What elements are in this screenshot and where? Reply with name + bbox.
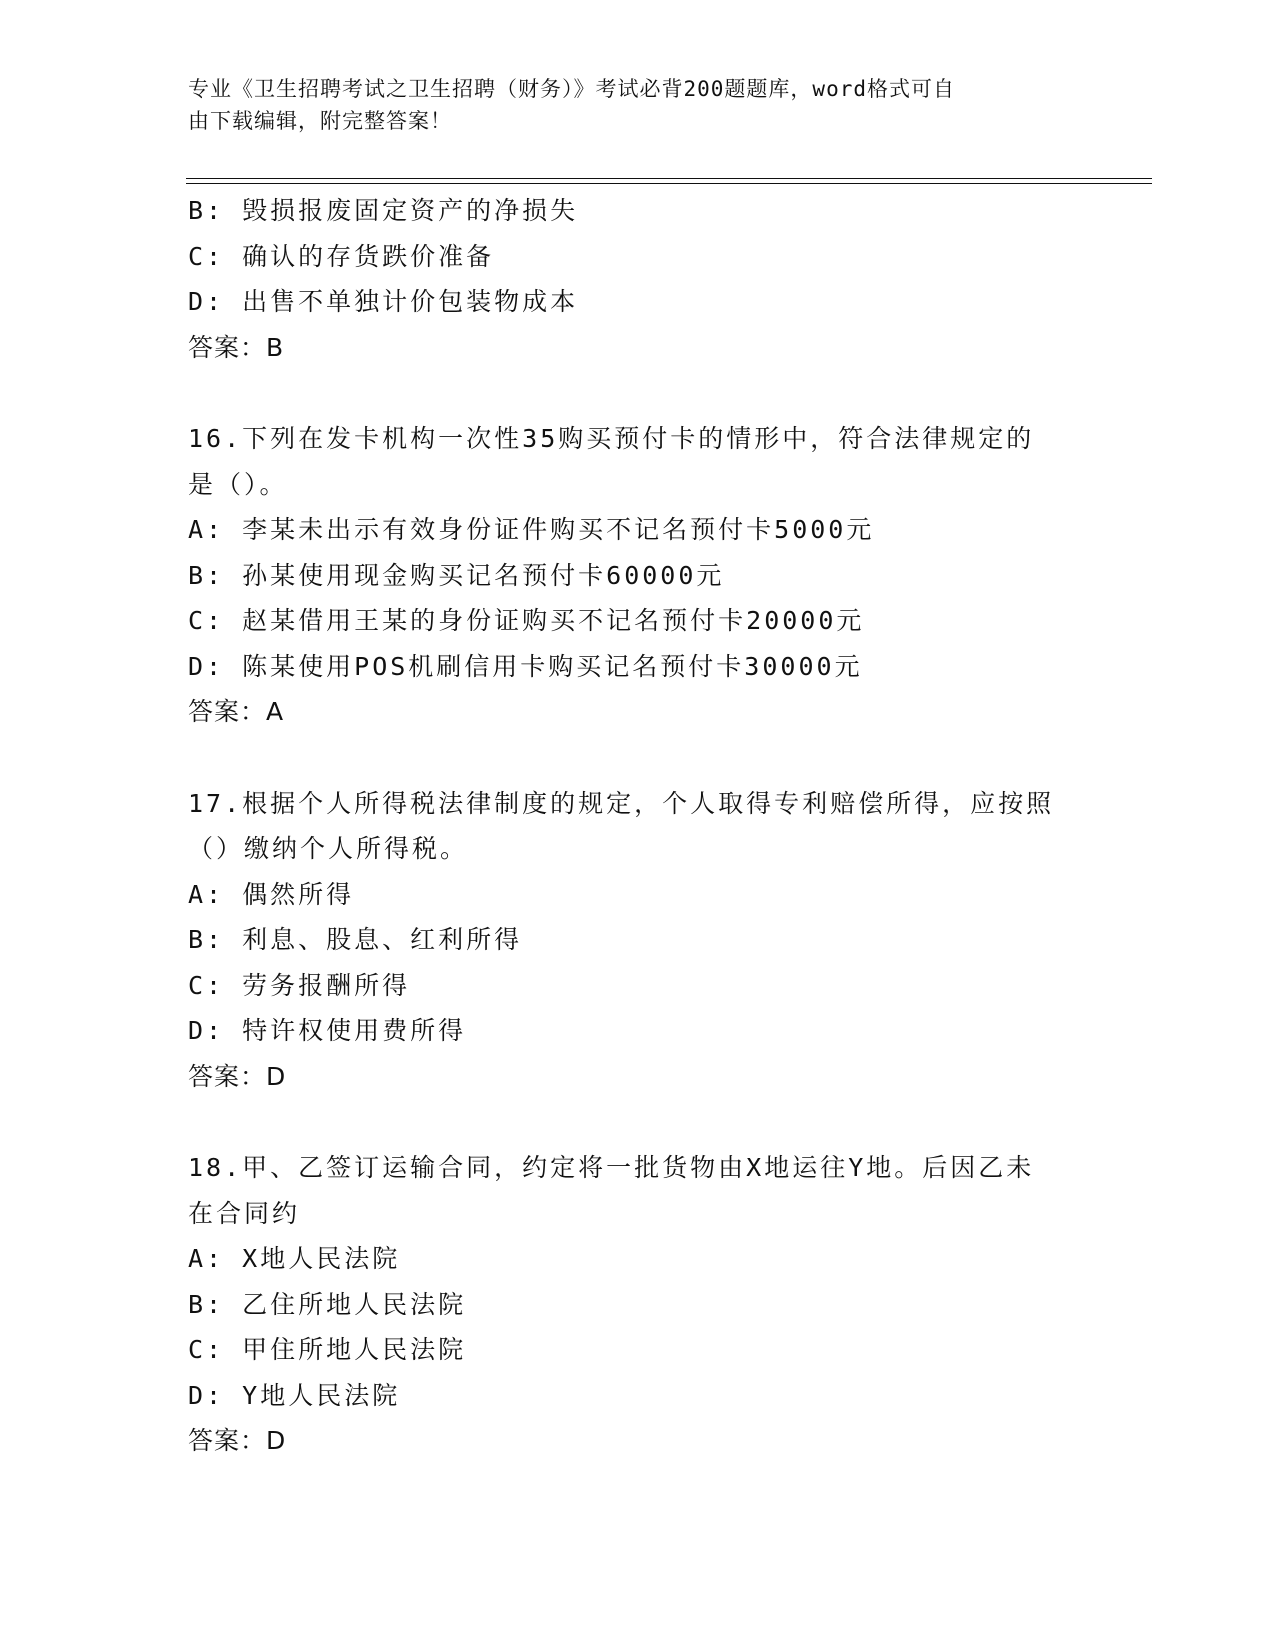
answer-line: 答案：A: [188, 697, 285, 726]
option-d: D: 陈某使用POS机刷信用卡购买记名预付卡30000元: [188, 651, 863, 681]
header-line-1: 专业《卫生招聘考试之卫生招聘（财务）》考试必背200题题库，word格式可自: [188, 77, 955, 101]
question-16: [188, 416, 1088, 735]
header-line-2: 由下载编辑，附完整答案！: [188, 109, 452, 133]
option-a: A: X地人民法院: [188, 1244, 401, 1273]
option-b: B: 孙某使用现金购买记名预付卡60000元: [188, 560, 725, 590]
option-a: A: 偶然所得: [188, 879, 355, 909]
question-spacer: [188, 370, 1088, 416]
option-a: A: 李某未出示有效身份证件购买不记名预付卡5000元: [188, 515, 875, 544]
option-c: C: 赵某借用王某的身份证购买不记名预付卡20000元: [188, 606, 865, 635]
option-c: C: 确认的存货跌价准备: [188, 241, 495, 271]
question-stem-line-2: 是（）。: [188, 469, 288, 499]
question-stem-line-1: 16.下列在发卡机构一次性35购买预付卡的情形中，符合法律规定的: [188, 424, 1035, 453]
option-b: B: 利息、股息、红利所得: [188, 925, 523, 954]
answer-line: 答案：D: [188, 1426, 287, 1455]
option-b: B: 毁损报废固定资产的净损失: [188, 196, 579, 225]
option-c: C: 甲住所地人民法院: [188, 1335, 467, 1364]
question-stem-line-2: （）缴纳个人所得税。: [188, 834, 469, 863]
option-d: D: 出售不单独计价包装物成本: [188, 287, 579, 316]
document-header: [188, 73, 1068, 137]
option-d: D: Y地人民法院: [188, 1380, 401, 1410]
question-18: [188, 1145, 1088, 1464]
header-divider-bottom: [186, 183, 1152, 184]
option-d: D: 特许权使用费所得: [188, 1016, 467, 1045]
answer-line: 答案：D: [188, 1061, 287, 1091]
question-17: [188, 781, 1088, 1100]
question-spacer: [188, 1099, 1088, 1145]
question-stem-line-2: 在合同约: [188, 1198, 301, 1228]
question-stem-line-1: 17.根据个人所得税法律制度的规定，个人取得专利赔偿所得，应按照: [188, 788, 1055, 818]
question-list: [188, 188, 1088, 1464]
header-divider-top: [186, 178, 1152, 179]
option-c: C: 劳务报酬所得: [188, 970, 411, 1000]
question-spacer: [188, 735, 1088, 781]
question-15-tail: [188, 188, 1088, 370]
question-stem-line-1: 18.甲、乙签订运输合同，约定将一批货物由X地运往Y地。后因乙未: [188, 1153, 1035, 1182]
answer-line: 答案：B: [188, 332, 285, 362]
option-b: B: 乙住所地人民法院: [188, 1289, 467, 1319]
